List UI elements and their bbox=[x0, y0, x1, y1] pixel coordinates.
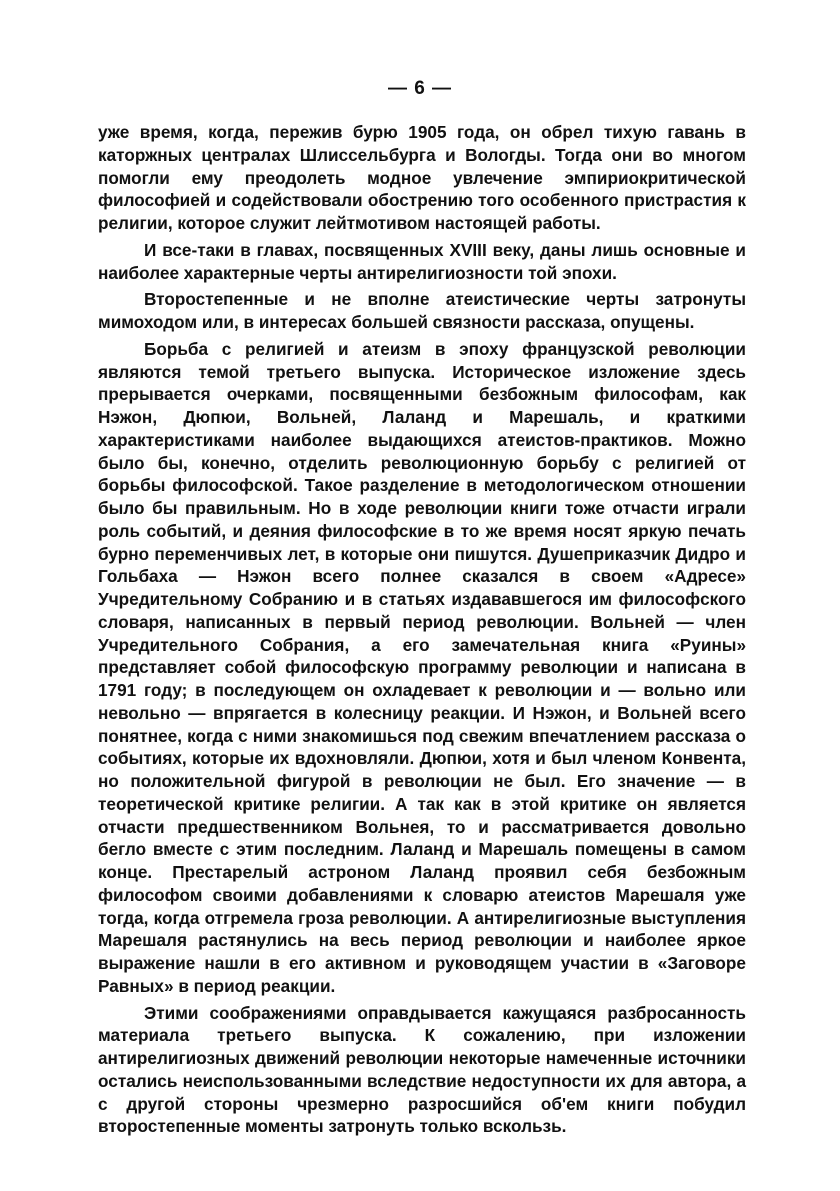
paragraph-continuation: уже время, когда, пережив бурю 1905 года, он обрел тихую гавань в каторжных централах Шлиссельбурга и Вологды. Тогда они во многом помогли ему преодолеть модное увлечение эмпириокритической философией и содействовали обострению того особенного пристрастия к религии, которое служит лейтмотивом настоящей работы. bbox=[98, 122, 746, 233]
paragraph: Второстепенные и не вполне атеистические черты затронуты мимоходом или, в интересах большей связности рассказа, опущены. bbox=[98, 289, 746, 332]
paragraph: Борьба с религией и атеизм в эпоху французской революции являются темой третьего выпуска. Историческое изложение здесь прерывается очерками, посвященными безбожным философам, как Нэжон, Дюпюи, Вольней, Лаланд и Марешаль, и краткими характеристиками наиболее выдающихся атеистов-практиков. Можно было бы, конечно, отделить революционную борьбу с религией от борьбы философской. Такое разделение в методологическом отношении было бы правильным. Но в ходе революции книги тоже отчасти играли роль событий, и деяния философские в то же время носят яркую печать бурно переменчивых лет, в которые они пишутся. Душеприказчик Дидро и Гольбаха — Нэжон всего полнее сказался в своем «Адресе» Учредительному Собранию и в статьях издававшегося им философского словаря, написанных в первый период революции. Вольней — член Учредительного Собрания, а его замечательная книга «Руины» представляет собой философскую программу революции и написана в 1791 году; в последующем он охладевает к революции и — вольно или невольно — впрягается в колесницу реакции. И Нэжон, и Вольней всего понятнее, когда с ними знакомишься под свежим впечатлением рассказа о событиях, которые их вдохновляли. Дюпюи, хотя и был членом Конвента, но положительной фигурой в революции не был. Его значение — в теоретической критике религии. А так как в этой критике он является отчасти предшественником Вольнея, то и рассматривается довольно бегло вместе с этим последним. Лаланд и Марешаль помещены в самом конце. Престарелый астроном Лаланд проявил себя безбожным философом своими добавлениями к словарю атеистов Марешаля уже тогда, когда отгремела гроза революции. А антирелигиозные выступления Марешаля растянулись на весь период революции и наиболее яркое выражение нашли в его активном и руководящем участии в «Заговоре Равных» в период реакции. bbox=[98, 338, 746, 996]
paragraph: И все-таки в главах, посвященных XVIII веку, даны лишь основные и наиболее характерные черты антирелигиозности той эпохи. bbox=[98, 239, 746, 283]
body-text bbox=[98, 121, 746, 1142]
paragraph: Этими соображениями оправдывается кажущаяся разбросанность материала третьего выпуска. К сожалению, при изложении антирелигиозных движений революции некоторые намеченные источники остались неиспользованными вследствие недоступности их для автора, а с другой стороны чрезмерно разросшийся об'ем книги побудил второстепенные моменты затронуть только вскользь. bbox=[98, 1002, 746, 1137]
page-number: — 6 — bbox=[387, 78, 453, 99]
